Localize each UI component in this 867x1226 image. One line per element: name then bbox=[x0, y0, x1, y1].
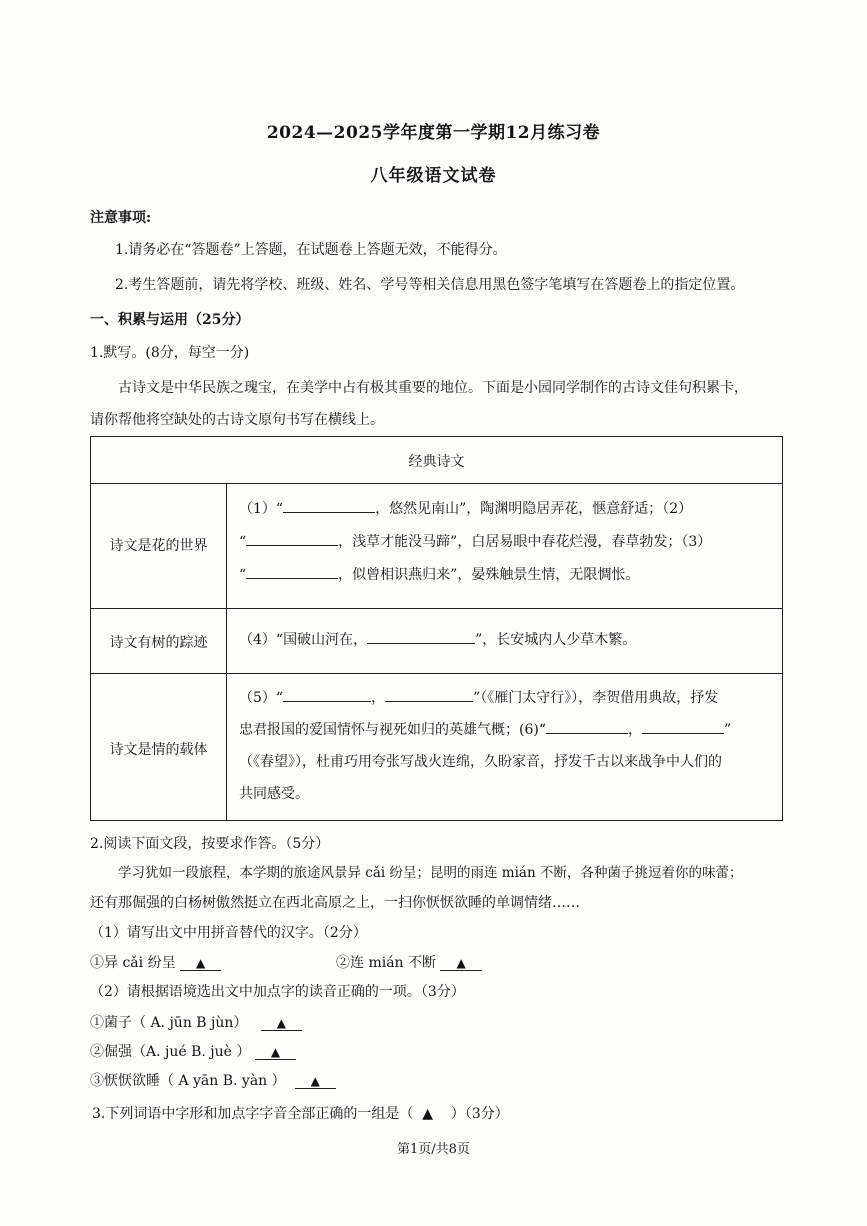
answer-slot-2-2-c[interactable]: ▲ bbox=[295, 1074, 336, 1089]
emotion-line-4: 共同感受。 bbox=[239, 786, 309, 802]
question-2-sub2-title: （2）请根据语境选出文中加点字的读音正确的一项。（3分） bbox=[90, 984, 465, 1000]
fill-line-1: （1）“ ，悠然见南山”，陶渊明隐居弄花，惬意舒适；（2） bbox=[239, 493, 769, 526]
question-2-title: 2.阅读下面文段，按要求作答。（5分） bbox=[90, 836, 330, 852]
notice-heading: 注意事项: bbox=[90, 210, 152, 226]
question-2-passage-line2: 还有那倔强的白杨树傲然挺立在西北高原之上，一扫你恹恹欲睡的单调情绪…… bbox=[90, 895, 580, 911]
answer-blank-6b[interactable] bbox=[642, 719, 724, 734]
answer-blank-5a[interactable] bbox=[283, 687, 371, 702]
question-1-intro-line2: 请你帮他将空缺处的古诗文原句书写在横线上。 bbox=[90, 412, 384, 428]
exam-title: 2024—2025学年度第一学期12月练习卷 bbox=[266, 123, 601, 143]
table-column-divider bbox=[226, 483, 227, 821]
exam-subtitle: 八年级语文试卷 bbox=[370, 166, 497, 186]
fill-line-5: （5）“ ， ”（《雁门太守行》），李贺借用典故，抒发 bbox=[239, 682, 769, 714]
answer-slot-2-1-b[interactable]: ▲ bbox=[440, 956, 481, 971]
table-divider bbox=[91, 608, 782, 609]
fill-line-3: “ ，似曾相识燕归来”，晏殊触景生情，无限惆怅。 bbox=[239, 559, 769, 592]
question-2-sub2-a: ①菌子（ A. jūn B jùn） ▲ bbox=[90, 1012, 302, 1032]
answer-blank-4[interactable] bbox=[367, 629, 475, 644]
row-label-emotion: 诗文是情的载体 bbox=[109, 742, 208, 758]
row-text-emotion bbox=[239, 682, 769, 810]
row-text-trees bbox=[239, 624, 769, 657]
question-2-sub1-b: ②连 mián 不断 ▲ bbox=[336, 952, 482, 972]
answer-blank-2[interactable] bbox=[246, 531, 338, 546]
poetry-table bbox=[90, 436, 783, 821]
answer-slot-3[interactable]: ▲ bbox=[422, 1106, 434, 1122]
answer-blank-3[interactable] bbox=[246, 564, 338, 579]
answer-slot-2-2-a[interactable]: ▲ bbox=[261, 1016, 302, 1031]
notice-item-2: 2.考生答题前，请先将学校、班级、姓名、学号等相关信息用黑色签字笔填写在答题卷上的指定位置。 bbox=[115, 277, 745, 293]
question-2-sub2-b: ②倔强（A. jué B. juè ） ▲ bbox=[90, 1041, 296, 1061]
fill-line-4: （4）“国破山河在， ”，长安城内人少草木繁。 bbox=[239, 624, 769, 657]
table-divider bbox=[91, 483, 782, 484]
notice-item-1: 1.请务必在“答题卷”上答题，在试题卷上答题无效，不能得分。 bbox=[115, 242, 507, 258]
emotion-line-3: （《春望》），杜甫巧用夸张写战火连绵，久盼家音，抒发千古以来战争中人们的 bbox=[239, 754, 722, 770]
row-label-flowers: 诗文是花的世界 bbox=[109, 538, 208, 554]
table-divider bbox=[91, 673, 782, 674]
answer-blank-6a[interactable] bbox=[546, 719, 628, 734]
fill-line-2: “ ，浅草才能没马蹄”，白居易眼中春花烂漫，春草勃发；（3） bbox=[239, 526, 769, 559]
page-number: 第1页/共8页 bbox=[397, 1142, 470, 1157]
question-1-title: 1.默写。(8分，每空一分) bbox=[90, 345, 250, 361]
answer-slot-2-2-b[interactable]: ▲ bbox=[255, 1045, 296, 1060]
section-heading: 一、积累与运用（25分） bbox=[90, 312, 250, 328]
question-2-passage-line1: 学习犹如一段旅程，本学期的旅途风景异 cǎi 纷呈；昆明的雨连 mián 不断，各种菌子挑逗着你的味蕾； bbox=[118, 865, 743, 881]
fill-line-6: 忠君报国的爱国情怀与视死如归的英雄气概；(6)“ ， ” bbox=[239, 714, 769, 746]
question-2-sub1-title: （1）请写出文中用拼音替代的汉字。（2分） bbox=[90, 925, 367, 941]
answer-slot-2-1-a[interactable]: ▲ bbox=[180, 956, 221, 971]
question-3-title: 3.下列词语中字形和加点字字音全部正确的一组是（ ▲ ）（3分） bbox=[92, 1106, 509, 1122]
answer-blank-1[interactable] bbox=[283, 498, 375, 513]
table-header: 经典诗文 bbox=[408, 454, 465, 470]
question-2-sub2-c: ③恹恹欲睡（ A yān B. yàn ） ▲ bbox=[90, 1070, 336, 1090]
question-2-sub1-a: ①异 cǎi 纷呈 ▲ bbox=[90, 952, 221, 972]
row-label-trees: 诗文有树的踪迹 bbox=[109, 635, 208, 651]
row-text-flowers bbox=[239, 493, 769, 592]
answer-blank-5b[interactable] bbox=[385, 687, 473, 702]
question-1-intro-line1: 古诗文是中华民族之瑰宝，在美学中占有极其重要的地位。下面是小园同学制作的古诗文佳句积累卡， bbox=[118, 380, 748, 396]
